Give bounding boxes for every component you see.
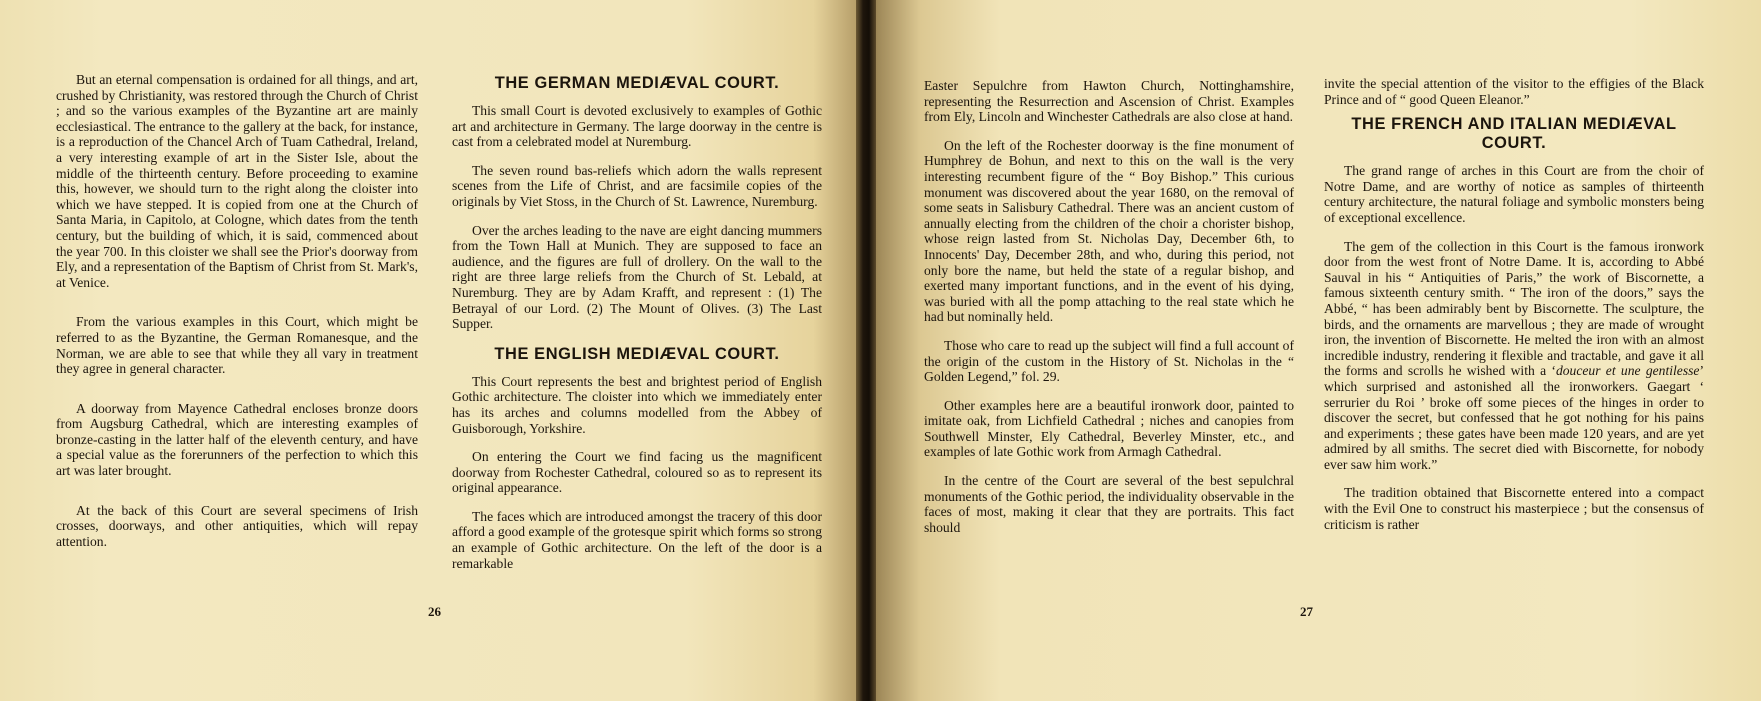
paragraph: The grand range of arches in this Court are from the choir of Notre Dame, and are worthy of notice as samples of thirteenth century architecture, the natural foliage and symbolic monsters being of exceptional excellence. [1324,163,1704,225]
left-page-column-2 [452,74,822,584]
text-run: ’ which surprised and astonished all the ironworkers. Gaegart ‘ serrurier du Roi ’ broke off some pieces of the hinges in order to discover the secret, but confessed that he got nothing for his pains and experiments ; these gates have been made 120 years, and are yet admired by all smiths. The secret died with Biscornette, for nobody ever saw him work.” [1324,363,1704,472]
paragraph: Over the arches leading to the nave are eight dancing mummers from the Town Hall at Munich. They are supposed to face an audience, and the figures are full of drollery. On the wall to the right are three large reliefs from the Church of St. Lebald, at Nuremburg. They are by Adam Krafft, and represent : (1) The Betrayal of our Lord. (2) The Mount of Olives. (3) The Last Supper. [452,222,822,332]
page-number: 27 [1300,604,1313,619]
section-heading-german-court: THE GERMAN MEDIÆVAL COURT. [494,74,780,92]
section-heading-french-italian-court: THE FRENCH AND ITALIAN MEDIÆVAL COURT. [1351,115,1677,153]
paragraph: The tradition obtained that Biscornette entered into a compact with the Evil One to construct his masterpiece ; but the consensus of criticism is rather [1324,485,1704,532]
paragraph: On entering the Court we find facing us the magnificent doorway from Rochester Cathedral, coloured so as to represent its original appearance. [452,449,822,496]
page-number: 26 [428,604,441,619]
paragraph: The faces which are introduced amongst the tracery of this door afford a good example of the grotesque spirit which forms so strong an example of Gothic architecture. On the left of the door is a remarkable [452,508,822,571]
paragraph [1324,239,1704,473]
left-page-column-1 [56,72,418,562]
paragraph: At the back of this Court are several specimens of Irish crosses, doorways, and other antiquities, which will repay attention. [56,502,418,549]
paragraph: This Court represents the best and brightest period of English Gothic architecture. The cloister into which we immediately enter has its arches and columns modelled from the Abbey of Guisborough, Yorkshire. [452,373,822,436]
italic-phrase: douceur et une gentilesse [1555,363,1700,379]
paragraph: In the centre of the Court are several of the best sepulchral monuments of the Gothic period, the individuality observable in the faces of most, making it clear that they are portraits. This fact should [924,473,1294,535]
right-page-column-2 [1324,76,1704,545]
right-page [876,0,1761,701]
paragraph: On the left of the Rochester doorway is the fine monument of Humphrey de Bohun, and next to this on the wall is the very interesting recumbent figure of the “ Boy Bishop.” This curious monument was discovered about the year 1680, on the removal of some seats in Salisbury Cathedral. There was an ancient custom of annually electing from the children of the choir a chorister bishop, whose reign lasted from St. Nicholas Day, December 6th, to Innocents' Day, December 28th, and who, during this period, not only bore the name, but held the state of a regular bishop, and exerted many important functions, and in the event of his dying, was buried with all the pomp attaching to the real state which he had but nominally held. [924,137,1294,325]
paragraph: This small Court is devoted exclusively to examples of Gothic art and architecture in Germany. The large doorway in the centre is cast from a celebrated model at Nuremburg. [452,103,822,150]
right-page-column-1 [924,78,1294,548]
paragraph: From the various examples in this Court, which might be referred to as the Byzantine, the German Romanesque, and the Norman, we are able to see that while they all vary in treatment they agree in general character. [56,314,418,377]
paragraph: A doorway from Mayence Cathedral encloses bronze doors from Augsburg Cathedral, which are interesting examples of bronze-casting in the latter half of the eleventh century, and have a special value as the forerunners of the perfection to which this art was later brought. [56,400,418,479]
text-run: The gem of the collection in this Court is the famous ironwork door from the west front of Notre Dame. It is, according to Abbé Sauval in his “ Antiquities of Paris,” the work of Biscornette, a famous sixteenth century smith. “ The iron of the doors,” says the Abbé, “ has been admirably bent by Biscornette. The sculpture, the birds, and the ornaments are marvellous ; they are made of wrought iron, the invention of Biscornette. He melted the iron with an almost incredible industry, rendering it flexible and tractable, and gave it all the forms and scrolls he wished with a ‘ [1324,238,1704,379]
paragraph: But an eternal compensation is ordained for all things, and art, crushed by Christianity, was restored through the Church of Christ ; and so the various examples of the Byzantine art are mainly ecclesiastical. The entrance to the gallery at the back, for instance, is a reproduction of the Chancel Arch of Tuam Cathedral, Ireland, a very interesting example of art in the Sister Isle, about the middle of the thirteenth century. Before proceeding to examine this, however, we should turn to the right along the cloister into which we have stepped. It is copied from one at the Church of Santa Maria, in Capitolo, at Cologne, which dates from the tenth century, but the building of which, it is said, commenced about the year 700. In this cloister we shall see the Prior's doorway from Ely, and a representation of the Baptism of Christ from St. Mark's, at Venice. [56,72,418,290]
section-heading-english-court: THE ENGLISH MEDIÆVAL COURT. [494,344,780,363]
paragraph: Other examples here are a beautiful ironwork door, painted to imitate oak, from Lichfield Cathedral ; niches and canopies from Southwell Minster, Ely Cathedral, Beverley Minster, etc., and examples of late Gothic work from Armagh Cathedral. [924,397,1294,460]
left-page [0,0,856,701]
paragraph: The seven round bas-reliefs which adorn the walls represent scenes from the Life of Christ, and are facsimile copies of the originals by Viet Stoss, in the Church of St. Lawrence, Nuremburg. [452,162,822,209]
paragraph: invite the special attention of the visitor to the effigies of the Black Prince and of “ good Queen Eleanor.” [1324,76,1704,107]
paragraph: Easter Sepulchre from Hawton Church, Nottinghamshire, representing the Resurrection and Ascension of Christ. Examples from Ely, Lincoln and Winchester Cathedrals are also close at hand. [924,78,1294,125]
paragraph: Those who care to read up the subject will find a full account of the origin of the custom in the History of St. Nicholas in the “ Golden Legend,” fol. 29. [924,337,1294,385]
book-gutter [856,0,876,701]
